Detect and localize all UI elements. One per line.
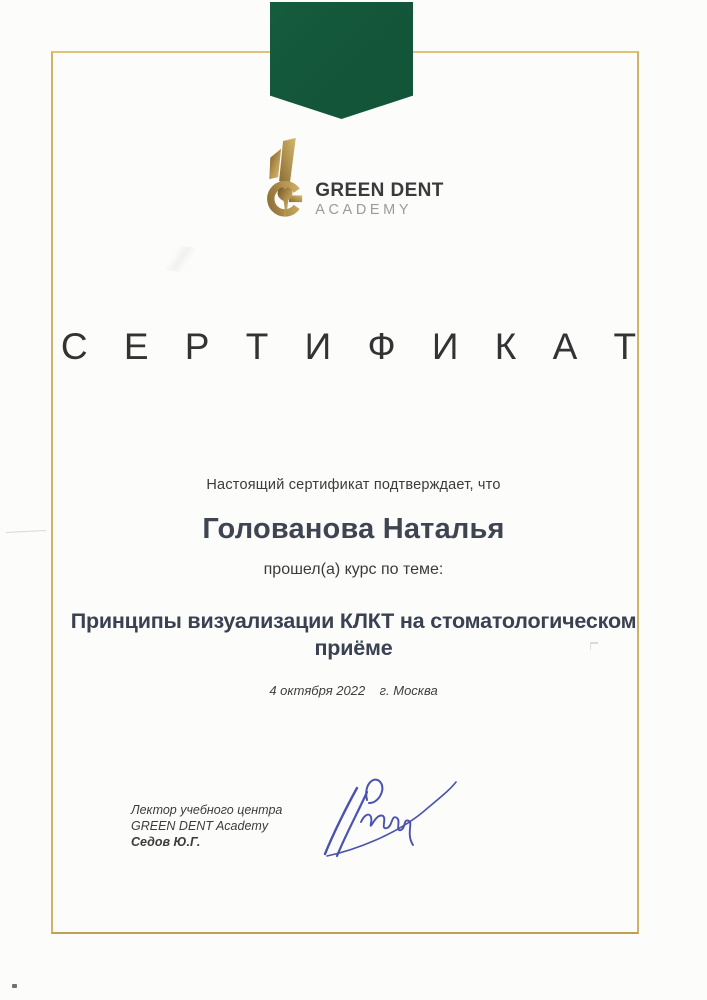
green-ribbon-banner — [270, 2, 413, 119]
course-title-line1: Принципы визуализации КЛКТ на стоматологическом — [70, 609, 637, 633]
handwritten-signature-icon — [303, 766, 461, 862]
gold-tooth-medal-icon — [263, 138, 307, 236]
statement-text: Настоящий сертификат подтверждает, что — [206, 477, 501, 493]
course-intro-text: прошел(а) курс по теме: — [263, 561, 444, 578]
recipient-name: Голованова Наталья — [202, 513, 505, 545]
certificate-title: С Е Р Т И Ф И К А Т — [60, 326, 650, 367]
course-title-line2: приёме — [314, 636, 393, 660]
logo — [0, 138, 707, 236]
brand-name-text: GREEN DENT — [315, 180, 444, 201]
brand-academy-text: ACADEMY — [315, 202, 413, 218]
lecturer-name: Седов Ю.Г. — [131, 835, 201, 849]
scan-artifact — [12, 984, 17, 988]
lecturer-role: Лектор учебного центра — [131, 803, 283, 817]
date-and-place: 4 октября 2022 г. Москва — [269, 683, 438, 698]
logo-wordmark — [315, 181, 444, 219]
lecturer-org: GREEN DENT Academy — [131, 819, 269, 833]
